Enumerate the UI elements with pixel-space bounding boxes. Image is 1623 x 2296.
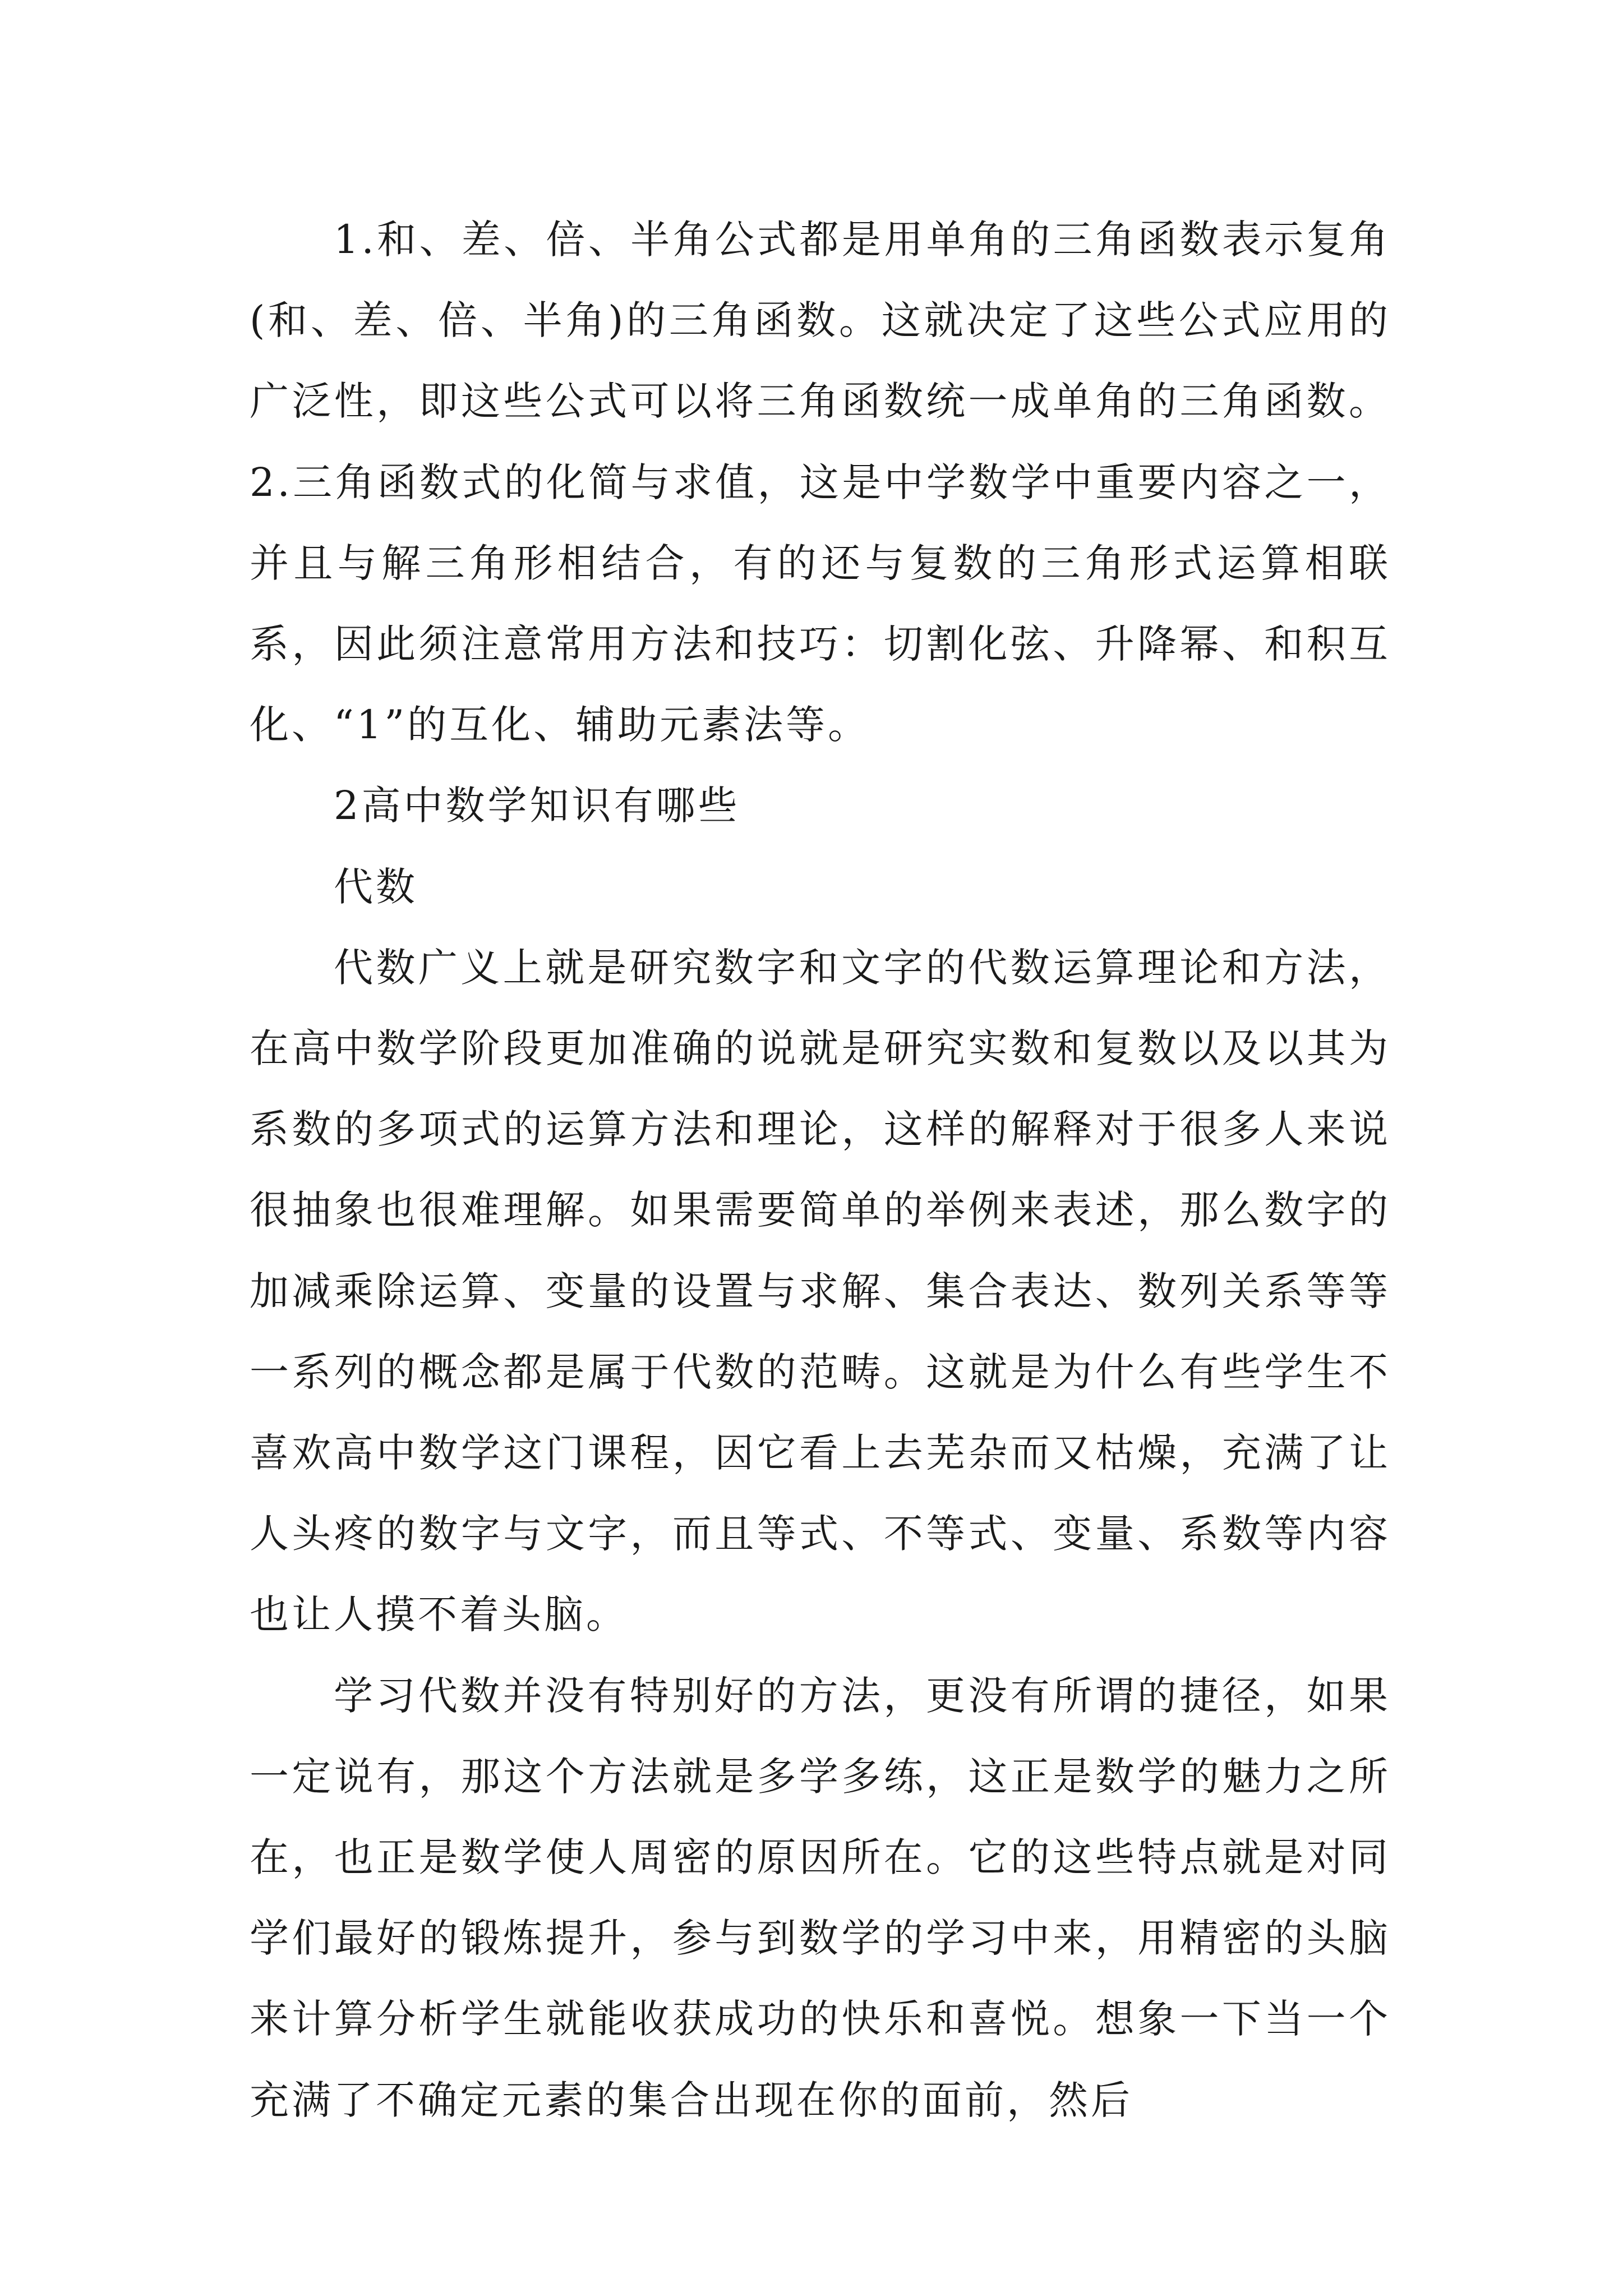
paragraph-algebra-study: 学习代数并没有特别好的方法，更没有所谓的捷径，如果一定说有，那这个方法就是多学多练，这正是数学的魅力之所在，也正是数学使人周密的原因所在。它的这些特点就是对同学们最好的锻炼提升，参与到数学的学习中来，用精密的头脑来计算分析学生就能收获成功的快乐和喜悦。想象一下当一个充满了不确定元素的集合出现在你的面前，然后 — [250, 1672, 1391, 2123]
subsection-heading-algebra: 代数 — [334, 863, 418, 910]
document-body — [250, 199, 1391, 2141]
section-heading: 2高中数学知识有哪些 — [334, 783, 740, 829]
paragraph-algebra-definition: 代数广义上就是研究数字和文字的代数运算理论和方法，在高中数学阶段更加准确的说就是研究实数和复数以及以其为系数的多项式的运算方法和理论，这样的解释对于很多人来说很抽象也很难理解。如果需要简单的举例来表述，那么数字的加减乘除运算、变量的设置与求解、集合表达、数列关系等等一系列的概念都是属于代数的范畴。这就是为什么有些学生不喜欢高中数学这门课程，因它看上去芜杂而又枯燥，充满了让人头疼的数字与文字，而且等式、不等式、变量、系数等内容也让人摸不着头脑。 — [250, 944, 1391, 1638]
paragraph-trig-formulas: 1.和、差、倍、半角公式都是用单角的三角函数表示复角(和、差、倍、半角)的三角函数。这就决定了这些公式应用的广泛性，即这些公式可以将三角函数统一成单角的三角函数。 2.三角函数式的化简与求值，这是中学数学中重要内容之一，并且与解三角形相结合，有的还与复数的三角形式运算相联系，因此须注意常用方法和技巧：切割化弦、升降幂、和积互化、“1”的互化、辅助元素法等。 — [250, 217, 1391, 748]
